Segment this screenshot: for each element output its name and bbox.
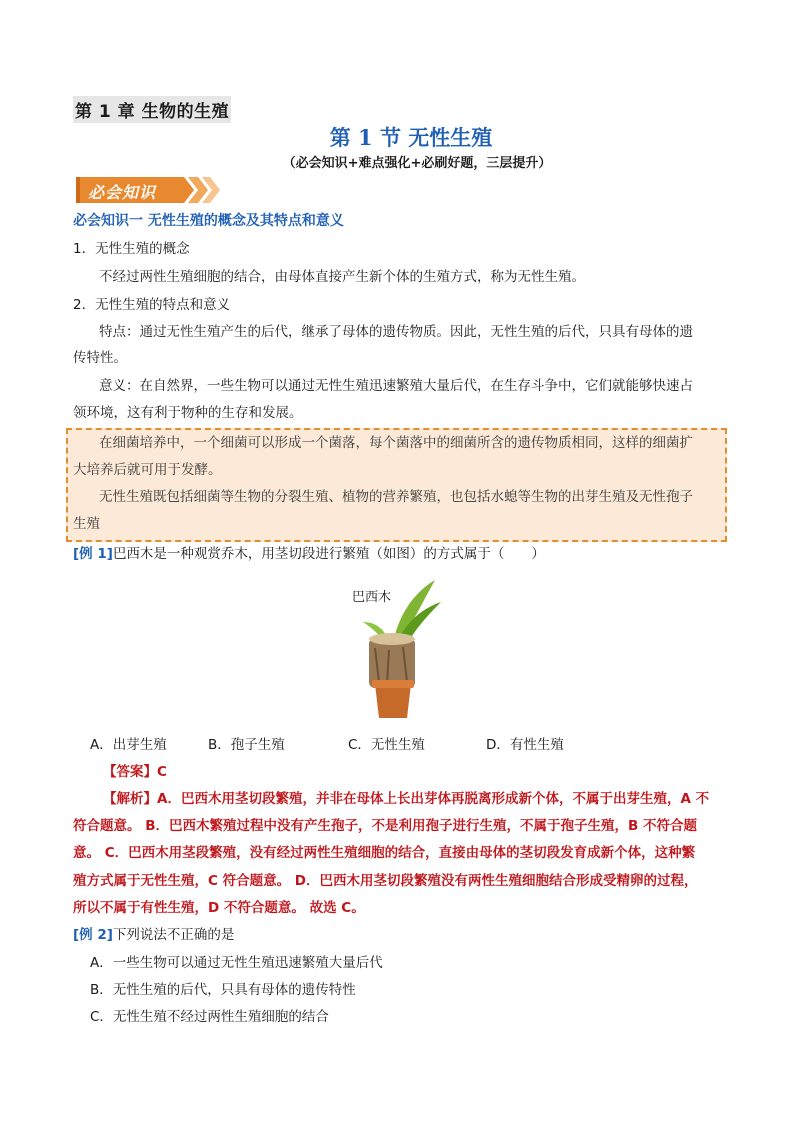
analysis-text-1: A．巴西木用茎切段繁殖，并非在母体上长出芽体再脱离形成新个体，不属于出芽生殖，A 不 [157,791,710,807]
item1-title: 1．无性生殖的概念 [73,241,190,257]
figure-label: 巴西木 [352,590,392,605]
feature-line-2: 传特性。 [73,350,127,366]
section-subtitle: （必会知识+难点强化+必刷好题，三层提升） [282,156,552,171]
note-p1-line-1: 在细菌培养中，一个细菌可以形成一个菌落，每个菌落中的细菌所含的遗传物质相同，这样的细菌扩 [99,435,693,451]
potted-plant-image [345,572,445,722]
example1-option-d: D．有性生殖 [486,737,564,753]
answer-label: 【答案】 [103,764,157,780]
knowledge-heading: 必会知识一 无性生殖的概念及其特点和意义 [73,213,344,229]
note-p1-line-2: 大培养后就可用于发酵。 [73,462,222,478]
example1-option-c: C．无性生殖 [348,737,425,753]
answer-value: C [157,764,167,780]
feature-line-1: 特点：通过无性生殖产生的后代，继承了母体的遗传物质。因此，无性生殖的后代，只具有母体的遗 [99,324,693,340]
example2-option-a: A．一些生物可以通过无性生殖迅速繁殖大量后代 [90,955,383,971]
example2-label: [例 2] [73,927,113,943]
example1-option-a: A．出芽生殖 [90,737,167,753]
meaning-line-1: 意义：在自然界，一些生物可以通过无性生殖迅速繁殖大量后代，在生存斗争中，它们就能够快速占 [99,378,693,394]
note-p2-line-1: 无性生殖既包括细菌等生物的分裂生殖、植物的营养繁殖，也包括水螅等生物的出芽生殖及无性孢子 [99,489,693,505]
example2-option-b: B．无性生殖的后代，只具有母体的遗传特性 [90,982,356,998]
example2-question: 下列说法不正确的是 [112,927,235,943]
example1-question-line [73,545,545,563]
analysis-label: 【解析】 [103,791,157,807]
note-p2-line-2: 生殖 [73,516,100,532]
section-title: 第 1 节 无性生殖 [329,125,493,150]
meaning-line-2: 领环境，这有利于物种的生存和发展。 [73,405,303,421]
banner-label: 必会知识 [88,183,157,202]
analysis-line-3: 意。 C．巴西木用茎段繁殖，没有经过两性生殖细胞的结合，直接由母体的茎切段发育成新个体，这种繁 [73,845,696,861]
example2-option-c: C．无性生殖不经过两性生殖细胞的结合 [90,1009,329,1025]
analysis-line-2: 符合题意。 B．巴西木繁殖过程中没有产生孢子，不是利用孢子进行生殖，不属于孢子生殖，B 不符合题 [73,818,697,834]
item1-body: 不经过两性生殖细胞的结合，由母体直接产生新个体的生殖方式，称为无性生殖。 [99,269,585,285]
analysis-line-4: 殖方式属于无性生殖，C 符合题意。 D．巴西木用茎切段繁殖没有两性生殖细胞结合形成受精卵的过程， [73,873,698,889]
item2-title: 2．无性生殖的特点和意义 [73,297,231,313]
chapter-heading: 第 1 章 生物的生殖 [73,96,231,123]
example1-question: 巴西木是一种观赏乔木，用茎切段进行繁殖（如图）的方式属于（ ） [112,546,545,562]
example1-label: [例 1] [73,546,113,562]
example1-answer [103,763,167,781]
analysis-line-5: 所以不属于有性生殖，D 不符合题意。 故选 C。 [73,900,365,916]
analysis-line-1 [103,790,709,808]
example2-question-line [73,926,234,944]
example1-option-b: B．孢子生殖 [208,737,285,753]
